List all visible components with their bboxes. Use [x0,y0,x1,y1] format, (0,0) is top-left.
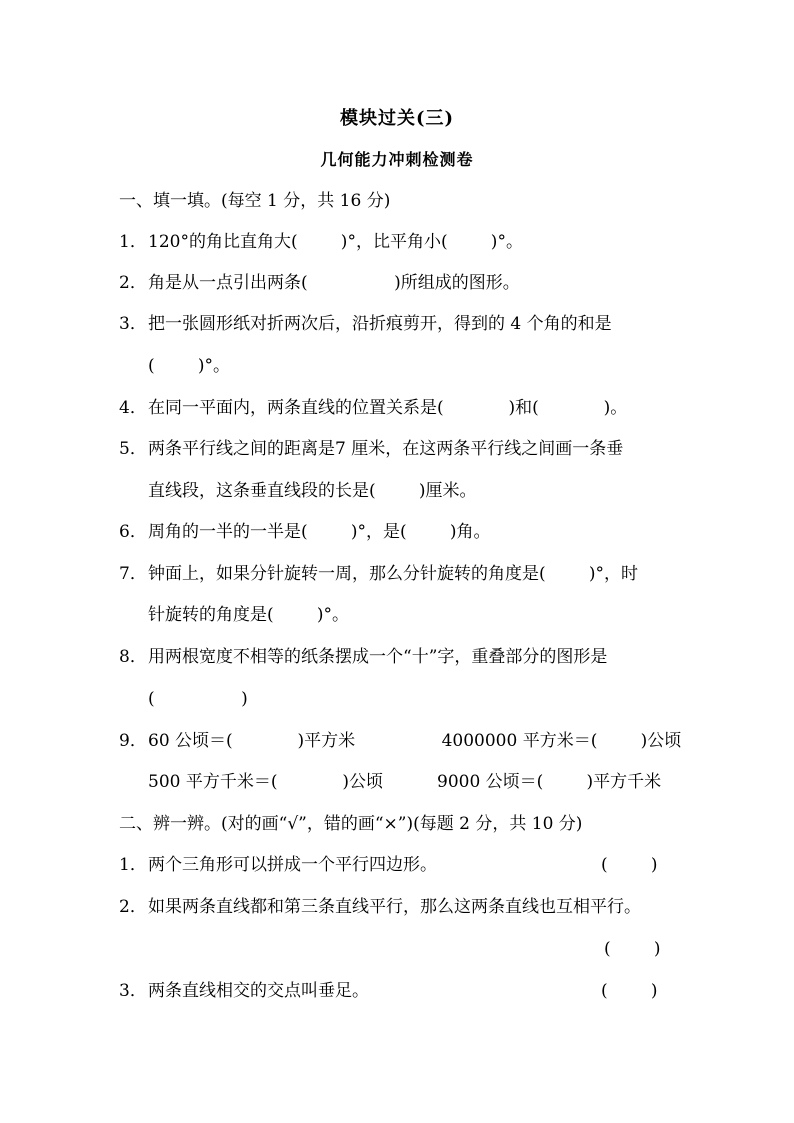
question-line [119,771,661,793]
question-line [119,397,627,419]
question-number: 2． [119,273,147,293]
question-number: 1． [119,855,147,875]
page-subtitle: 几何能力冲刺检测卷 [320,150,474,169]
question-line [119,272,520,294]
question-number: 7． [119,564,147,584]
question-text: 两个三角形可以拼成一个平行四边形。 [148,855,437,875]
question-number: 8． [119,647,147,667]
question-line [119,563,638,585]
question-text: 直线段，这条垂直线段的长是( )厘米。 [148,481,477,501]
answer-box: ( ) [601,981,658,1001]
question-line [119,896,641,918]
answer-box: ( ) [604,939,661,959]
question-number: 6． [119,522,147,542]
question-line [119,438,623,460]
question-text: 钟面上，如果分针旋转一周，那么分针旋转的角度是( )°，时 [148,564,638,584]
question-line [119,854,437,876]
section2-heading: 二、辨一辨。(对的画“√”，错的画“×”)(每题 2 分，共 10 分) [119,814,583,834]
section1-heading: 一、填一填。(每空 1 分，共 16 分) [119,191,391,211]
question-number: 5． [119,439,147,459]
question-number: 2． [119,897,147,917]
question-number: 9． [119,731,147,751]
question-line [119,604,349,626]
question-text: 针旋转的角度是( )°。 [148,605,349,625]
question-text: ( )°。 [148,356,230,376]
question-text: 如果两条直线都和第三条直线平行，那么这两条直线也互相平行。 [148,897,641,917]
question-text: 60 公顷＝( )平方米 4000000 平方米＝( )公顷 [148,731,682,751]
question-line [119,521,491,543]
question-text: 在同一平面内，两条直线的位置关系是( )和( )。 [148,398,628,418]
question-line [119,480,477,502]
question-number: 3． [119,314,147,334]
question-number: 1． [119,232,147,252]
page-title: 模块过关(三) [339,108,455,129]
question-line [119,355,230,377]
question-text: 120°的角比直角大( )°，比平角小( )°。 [148,232,523,252]
question-line [119,688,248,710]
question-text: 周角的一半的一半是( )°，是( )角。 [148,522,491,542]
answer-box: ( ) [601,855,658,875]
question-text: 角是从一点引出两条( )所组成的图形。 [148,273,520,293]
question-number: 4． [119,398,147,418]
question-number: 3． [119,981,147,1001]
question-text: 两条直线相交的交点叫垂足。 [148,981,369,1001]
question-text: 500 平方千米＝( )公顷 9000 公顷＝( )平方千米 [148,772,662,792]
question-line [119,980,369,1002]
question-text: 把一张圆形纸对折两次后，沿折痕剪开，得到的 4 个角的和是 [148,314,612,334]
question-line [119,646,607,668]
question-text: ( ) [148,689,248,709]
question-line [119,313,612,335]
question-text: 两条平行线之间的距离是7 厘米，在这两条平行线之间画一条垂 [148,439,624,459]
question-line [119,231,523,253]
question-text: 用两根宽度不相等的纸条摆成一个“十”字，重叠部分的图形是 [148,647,608,667]
question-line [119,730,681,752]
